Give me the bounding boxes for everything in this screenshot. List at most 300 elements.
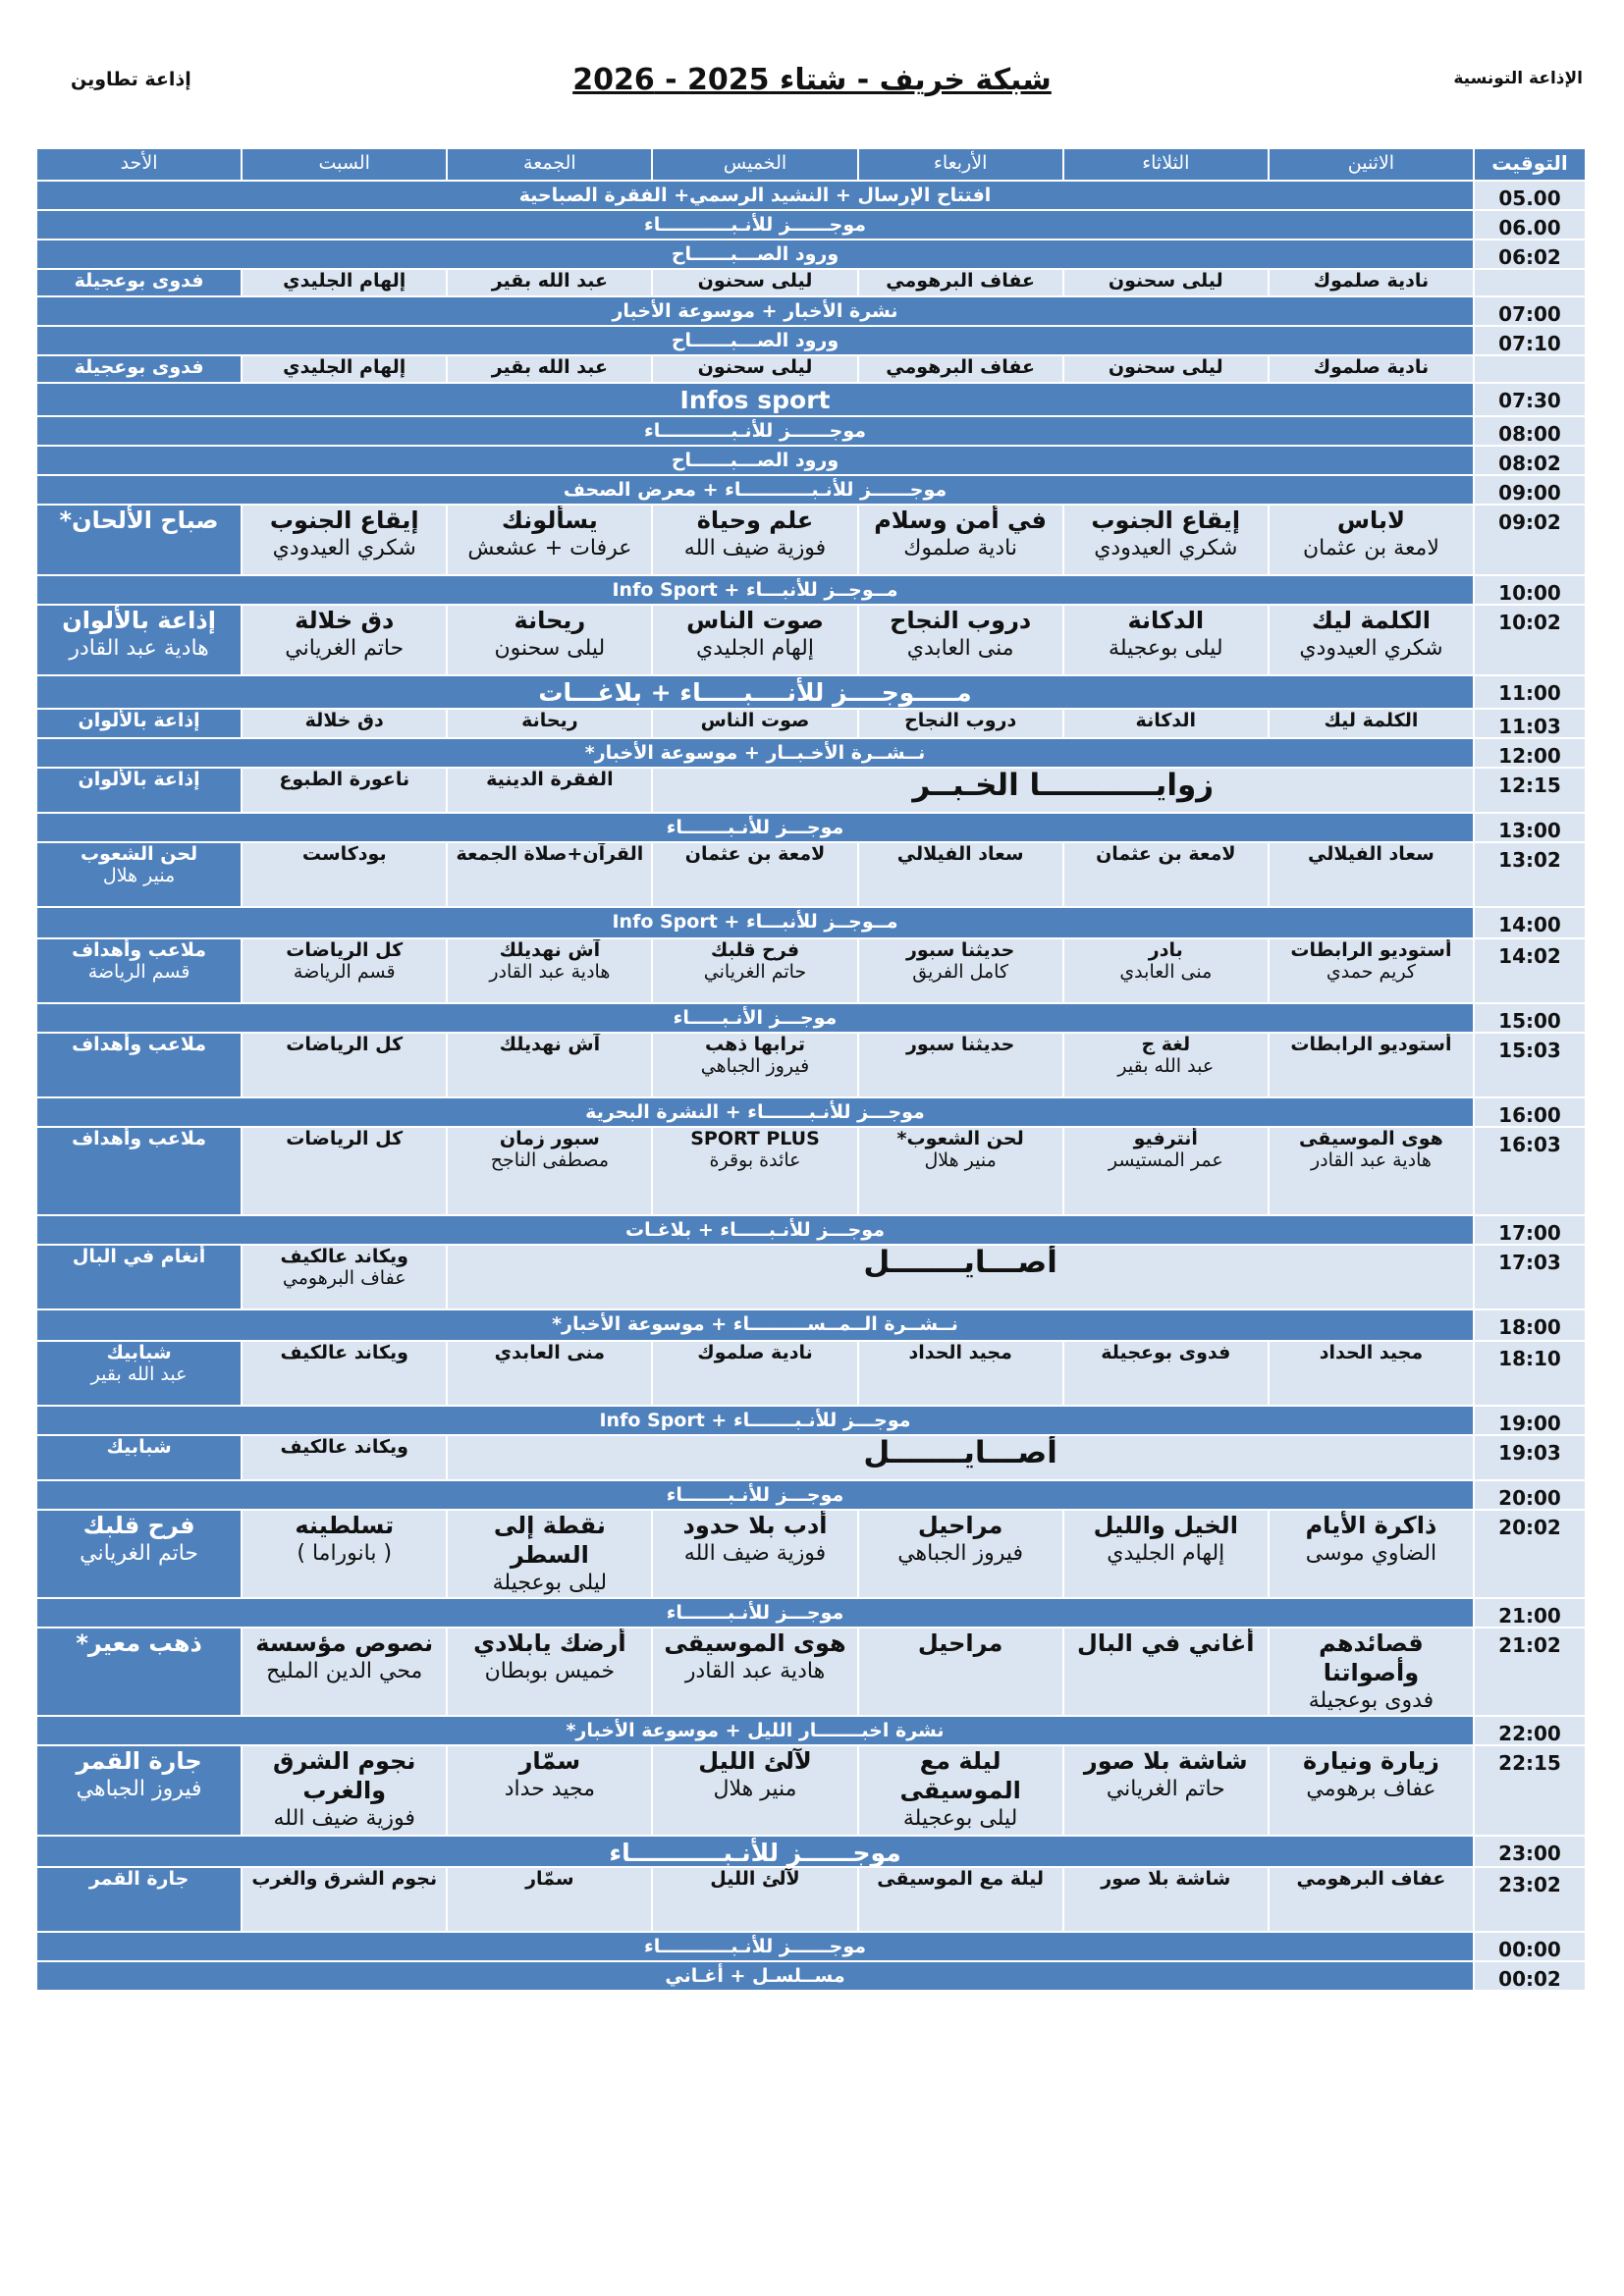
program-host: فوزية ضيف الله xyxy=(273,1806,415,1831)
col-header-wednesday: الأربعاء xyxy=(859,149,1062,180)
program-title: هوى الموسيقى xyxy=(1299,1128,1443,1149)
schedule-row xyxy=(37,1599,1585,1627)
program-cell-saturday xyxy=(243,356,446,382)
program-host: كريم حمدي xyxy=(1326,961,1416,983)
program-host: هادية عبد القادر xyxy=(684,1659,826,1683)
time-slot xyxy=(1475,356,1585,382)
time-slot: 19:03 xyxy=(1475,1436,1585,1479)
schedule-row xyxy=(37,1746,1585,1835)
schedule-row xyxy=(37,843,1585,906)
program-cell-friday xyxy=(448,1629,651,1715)
merged-program: أصـــايـــــــل xyxy=(448,1246,1473,1308)
time-slot: 11:00 xyxy=(1475,676,1585,708)
time-slot: 08:00 xyxy=(1475,417,1585,445)
program-cell-thursday xyxy=(653,1128,856,1214)
program-cell-saturday xyxy=(243,270,446,295)
program-cell-monday xyxy=(1270,1128,1473,1214)
program-cell-saturday xyxy=(243,506,446,574)
program-title: كل الرياضات xyxy=(286,1034,404,1055)
schedule-row xyxy=(37,576,1585,604)
program-cell-wednesday xyxy=(859,606,1062,674)
time-slot: 07:10 xyxy=(1475,327,1585,354)
full-width-program: موجـــز للأنـبـــــاء + بلاغـات xyxy=(37,1216,1473,1244)
program-title: ترابها ذهب xyxy=(705,1034,805,1055)
full-width-program: نــشــرة الأخـبــار + موسوعة الأخبار* xyxy=(37,739,1473,767)
program-title: ليلى سحنون xyxy=(697,356,813,378)
full-width-program: مــوجــز للأنبـــاء + Info Sport xyxy=(37,576,1473,604)
program-title: نادية صلموك xyxy=(697,1342,813,1363)
program-title: دق خلالة xyxy=(295,607,395,634)
program-host: هادية عبد القادر xyxy=(69,636,209,661)
program-host: إلهام الجليدي xyxy=(696,636,814,661)
program-title: كل الرياضات xyxy=(286,939,404,961)
schedule-table xyxy=(35,147,1587,1992)
station-name: إذاعة تطاوين xyxy=(71,69,191,90)
schedule-row xyxy=(37,1511,1585,1597)
program-cell-saturday xyxy=(243,939,446,1002)
time-slot: 17:03 xyxy=(1475,1246,1585,1308)
program-cell-friday xyxy=(448,1342,651,1405)
program-host: إلهام الجليدي xyxy=(1107,1541,1225,1566)
program-cell-thursday xyxy=(653,1342,856,1405)
program-cell-sunday xyxy=(37,1629,241,1715)
program-title: نجوم الشرق والغرب xyxy=(273,1747,416,1804)
program-title: حديثنا سبور xyxy=(905,939,1015,961)
program-title: فرح قلبك xyxy=(82,1512,195,1539)
schedule-row xyxy=(37,327,1585,354)
full-width-program: مــوجــز للأنبـــاء + Info Sport xyxy=(37,908,1473,937)
program-cell-sunday xyxy=(37,769,241,812)
program-cell-saturday xyxy=(243,1511,446,1597)
time-slot: 07:30 xyxy=(1475,384,1585,415)
program-cell-tuesday xyxy=(1064,710,1268,737)
program-title: في أمن وسلام xyxy=(874,507,1048,534)
program-cell-saturday xyxy=(243,769,446,812)
time-slot: 09:02 xyxy=(1475,506,1585,574)
full-width-program: ورود الصـــبــــــاح xyxy=(37,240,1473,268)
program-title: دق خلالة xyxy=(304,710,384,731)
program-title: عبد الله بقير xyxy=(491,356,608,378)
full-width-program: افتتاح الإرسال + النشيد الرسمي+ الفقرة الصباحية xyxy=(37,182,1473,209)
program-title: ويكاند عالكيف xyxy=(280,1436,408,1458)
program-cell-monday xyxy=(1270,606,1473,674)
program-title: مجيد الحداد xyxy=(1319,1342,1424,1363)
program-cell-thursday xyxy=(653,356,856,382)
program-cell-friday xyxy=(448,1511,651,1597)
program-cell-wednesday xyxy=(859,710,1062,737)
program-host: فدوى بوعجيلة xyxy=(1308,1688,1435,1713)
program-title: سعاد الفيلالي xyxy=(1308,843,1435,865)
program-title: لآلئ الليل xyxy=(710,1868,800,1890)
program-cell-thursday xyxy=(653,1511,856,1597)
program-title: فدوى بوعجيلة xyxy=(74,270,204,292)
program-cell-monday xyxy=(1270,506,1473,574)
program-cell-friday xyxy=(448,506,651,574)
program-cell-thursday xyxy=(653,506,856,574)
program-cell-monday xyxy=(1270,1868,1473,1931)
program-cell-friday xyxy=(448,1128,651,1214)
program-title: ليلى سحنون xyxy=(697,270,813,292)
schedule-row xyxy=(37,211,1585,239)
broadcaster-name: الإذاعة التونسية xyxy=(1453,69,1583,88)
program-cell-thursday xyxy=(653,843,856,906)
program-cell-tuesday xyxy=(1064,939,1268,1002)
schedule-row xyxy=(37,814,1585,841)
program-title: الكلمة ليك xyxy=(1311,607,1431,634)
program-title: إلهام الجليدي xyxy=(283,270,406,292)
program-cell-wednesday xyxy=(859,1746,1062,1835)
program-host: عبد الله بقير xyxy=(1117,1055,1215,1077)
full-width-program: ورود الصـــبــــــاح xyxy=(37,327,1473,354)
program-title: دروب النجاح xyxy=(890,607,1032,634)
program-title: ليلى سحنون xyxy=(1108,356,1223,378)
program-title: SPORT PLUS xyxy=(690,1128,820,1149)
col-header-thursday: الخميس xyxy=(653,149,856,180)
program-host: فيروز الجباهي xyxy=(897,1541,1024,1566)
program-cell-friday xyxy=(448,1746,651,1835)
schedule-row xyxy=(37,1837,1585,1866)
schedule-row xyxy=(37,939,1585,1002)
program-host: محي الدين المليح xyxy=(266,1659,423,1683)
program-title: أنترفيو xyxy=(1133,1128,1198,1149)
program-host: فيروز الجباهي xyxy=(700,1055,810,1077)
time-slot: 22:00 xyxy=(1475,1717,1585,1744)
program-title: صوت الناس xyxy=(686,607,824,634)
program-title: سمّار xyxy=(518,1747,581,1775)
schedule-row xyxy=(37,1128,1585,1214)
program-title: لآلئ الليل xyxy=(698,1747,812,1775)
program-host: منير هلال xyxy=(713,1777,797,1801)
full-width-program: موجـــز للأنـبـــــــاء xyxy=(37,1481,1473,1509)
program-host: ليلى بوعجيلة xyxy=(1109,636,1223,661)
schedule-row xyxy=(37,908,1585,937)
program-title: سبور زمان xyxy=(499,1128,600,1149)
program-cell-saturday xyxy=(243,1436,446,1479)
program-title: صباح الألحان* xyxy=(59,507,219,534)
program-title: فدوى بوعجيلة xyxy=(74,356,204,378)
program-host: حاتم الغرياني xyxy=(80,1541,199,1566)
time-slot: 12:00 xyxy=(1475,739,1585,767)
program-title: عفاف البرهومي xyxy=(886,356,1036,378)
program-cell-tuesday xyxy=(1064,1746,1268,1835)
schedule-row xyxy=(37,1868,1585,1931)
schedule-row xyxy=(37,739,1585,767)
program-title: ملاعب وأهداف xyxy=(72,1034,207,1055)
program-cell-thursday xyxy=(653,710,856,737)
full-width-program: مـــــوجــــز للأنــــبـــــاء + بلاغـــات xyxy=(37,676,1473,708)
program-cell-saturday xyxy=(243,710,446,737)
program-host: عبد الله بقير xyxy=(90,1363,188,1385)
time-slot: 13:00 xyxy=(1475,814,1585,841)
program-title: ليلة مع الموسيقى xyxy=(899,1747,1021,1804)
program-title: ليلى سحنون xyxy=(1108,270,1223,292)
program-cell-sunday xyxy=(37,1246,241,1308)
program-title: منى العابدي xyxy=(494,1342,606,1363)
program-cell-saturday xyxy=(243,1034,446,1096)
schedule-row xyxy=(37,710,1585,737)
time-slot: 16:03 xyxy=(1475,1128,1585,1214)
schedule-row xyxy=(37,240,1585,268)
schedule-body xyxy=(37,149,1585,1990)
program-cell-thursday xyxy=(653,606,856,674)
program-cell-wednesday xyxy=(859,939,1062,1002)
program-cell-tuesday xyxy=(1064,1342,1268,1405)
full-width-program: موجــــــز للأنـبـــــــــــاء xyxy=(37,211,1473,239)
program-title: ناعورة الطبوع xyxy=(279,769,410,790)
schedule-row xyxy=(37,447,1585,474)
program-title: لغة ج xyxy=(1141,1034,1191,1055)
program-cell-monday xyxy=(1270,1342,1473,1405)
program-title: نادية صلموك xyxy=(1313,270,1430,292)
program-cell-monday xyxy=(1270,843,1473,906)
program-cell-sunday xyxy=(37,1511,241,1597)
program-cell-tuesday xyxy=(1064,1868,1268,1931)
program-cell-sunday xyxy=(37,1436,241,1479)
time-slot: 06.00 xyxy=(1475,211,1585,239)
program-cell-friday xyxy=(448,270,651,295)
program-title: جارة القمر xyxy=(88,1868,189,1890)
time-slot: 17:00 xyxy=(1475,1216,1585,1244)
program-title: تسلطينه xyxy=(295,1512,395,1539)
program-host: كامل الفريق xyxy=(912,961,1009,983)
program-cell-wednesday xyxy=(859,1342,1062,1405)
program-title: أنغام في البال xyxy=(72,1246,206,1267)
program-title: ليلة مع الموسيقى xyxy=(877,1868,1045,1890)
merged-program: أصـــايـــــــل xyxy=(448,1436,1473,1479)
time-slot: 23:00 xyxy=(1475,1837,1585,1866)
page-title: شبكة خريف - شتاء 2025 - 2026 xyxy=(572,63,1052,97)
time-slot: 05.00 xyxy=(1475,182,1585,209)
program-cell-sunday xyxy=(37,1746,241,1835)
program-cell-thursday xyxy=(653,1746,856,1835)
schedule-row xyxy=(37,1629,1585,1715)
time-slot: 12:15 xyxy=(1475,769,1585,812)
program-host: شكري العيدودي xyxy=(1094,536,1238,561)
program-title: عبد الله بقير xyxy=(491,270,608,292)
program-title: ويكاند عالكيف xyxy=(280,1342,408,1363)
schedule-row xyxy=(37,1436,1585,1479)
program-host: مصطفى الناجح xyxy=(490,1149,610,1171)
program-cell-sunday xyxy=(37,506,241,574)
program-host: ليلى بوعجيلة xyxy=(492,1571,608,1595)
program-cell-monday xyxy=(1270,1511,1473,1597)
col-header-tuesday: الثلاثاء xyxy=(1064,149,1268,180)
schedule-row xyxy=(37,1962,1585,1990)
program-title: لامعة بن عثمان xyxy=(1096,843,1236,865)
schedule-row xyxy=(37,1216,1585,1244)
full-width-program: موجــــــز للأنـبـــــــــــاء xyxy=(37,1933,1473,1960)
time-slot: 14:02 xyxy=(1475,939,1585,1002)
col-header-saturday: السبت xyxy=(243,149,446,180)
time-slot: 18:10 xyxy=(1475,1342,1585,1405)
program-title: زيارة ونيارة xyxy=(1302,1747,1439,1775)
program-cell-thursday xyxy=(653,1868,856,1931)
program-title: لحن الشعوب xyxy=(80,843,198,865)
program-title: سعاد الفيلالي xyxy=(896,843,1024,865)
program-cell-wednesday xyxy=(859,1868,1062,1931)
program-cell-monday xyxy=(1270,939,1473,1002)
program-host: ليلى بوعجيلة xyxy=(902,1806,1018,1831)
program-cell-tuesday xyxy=(1064,506,1268,574)
program-cell-tuesday xyxy=(1064,1128,1268,1214)
time-slot: 09:00 xyxy=(1475,476,1585,504)
program-cell-sunday xyxy=(37,270,241,295)
program-title: فدوى بوعجيلة xyxy=(1101,1342,1231,1363)
program-cell-thursday xyxy=(653,270,856,295)
program-cell-wednesday xyxy=(859,506,1062,574)
program-title: قصائدهم وأصواتنا xyxy=(1319,1629,1424,1686)
program-title: هوى الموسيقى xyxy=(664,1629,846,1657)
program-title: ذهب معير* xyxy=(76,1629,202,1657)
program-title: يسألونك xyxy=(501,507,598,534)
schedule-row xyxy=(37,1004,1585,1032)
time-slot: 07:00 xyxy=(1475,297,1585,325)
program-host: منى العابدي xyxy=(1119,961,1213,983)
program-cell-saturday xyxy=(243,843,446,906)
schedule-row xyxy=(37,1717,1585,1744)
program-title: عفاف البرهومي xyxy=(886,270,1036,292)
full-width-program: موجــــــز للأنـبـــــــــــاء + معرض الصحف xyxy=(37,476,1473,504)
time-slot: 20:00 xyxy=(1475,1481,1585,1509)
program-host: عرفات + عشعش xyxy=(467,536,632,561)
time-slot: 15:03 xyxy=(1475,1034,1585,1096)
program-cell-monday xyxy=(1270,356,1473,382)
program-title: أستوديو الرابطات xyxy=(1290,1034,1452,1055)
program-cell-friday xyxy=(448,843,651,906)
program-title: سمّار xyxy=(525,1868,574,1890)
program-cell-saturday xyxy=(243,1746,446,1835)
time-slot: 21:00 xyxy=(1475,1599,1585,1627)
program-host: حاتم الغرياني xyxy=(285,636,405,661)
program-title: أدب بلا حدود xyxy=(682,1512,828,1539)
time-slot: 00:00 xyxy=(1475,1933,1585,1960)
program-title: صوت الناس xyxy=(700,710,810,731)
schedule-row xyxy=(37,1342,1585,1405)
program-host: ( بانوراما ) xyxy=(297,1541,393,1566)
program-title: آش نهديلك xyxy=(499,939,601,961)
program-cell-friday xyxy=(448,1034,651,1096)
program-cell-wednesday xyxy=(859,1629,1062,1715)
program-title: الكلمة ليك xyxy=(1324,710,1419,731)
schedule-row xyxy=(37,356,1585,382)
full-width-program: نــشــرة الــمــســـــــــاء + موسوعة الأخبار* xyxy=(37,1310,1473,1340)
program-cell-wednesday xyxy=(859,270,1062,295)
schedule-row xyxy=(37,506,1585,574)
program-title: نادية صلموك xyxy=(1313,356,1430,378)
program-title: الخيل والليل xyxy=(1093,1512,1238,1539)
schedule-row xyxy=(37,297,1585,325)
program-cell-tuesday xyxy=(1064,356,1268,382)
program-cell-friday xyxy=(448,606,651,674)
program-host: شكري العيدودي xyxy=(272,536,416,561)
program-cell-sunday xyxy=(37,606,241,674)
schedule-row xyxy=(37,1933,1585,1960)
program-title: ريحانة xyxy=(514,607,586,634)
time-slot: 19:00 xyxy=(1475,1407,1585,1434)
program-title: إذاعة بالألوان xyxy=(62,607,216,634)
program-title: عفاف البرهومي xyxy=(1296,1868,1446,1890)
program-cell-tuesday xyxy=(1064,1511,1268,1597)
full-width-program: Infos sport xyxy=(37,384,1473,415)
col-header-monday: الاثنين xyxy=(1270,149,1473,180)
program-cell-sunday xyxy=(37,843,241,906)
program-cell-wednesday xyxy=(859,356,1062,382)
program-host: الضاوي موسى xyxy=(1305,1541,1437,1566)
program-cell-sunday xyxy=(37,1342,241,1405)
program-host: قسم الرياضة xyxy=(293,961,396,983)
program-title: إيقاع الجنوب xyxy=(269,507,419,534)
program-title: مراحيل xyxy=(917,1512,1003,1539)
full-width-program: نشرة الأخبار + موسوعة الأخبار xyxy=(37,297,1473,325)
program-cell-sunday xyxy=(37,356,241,382)
program-host: عائدة بوقرة xyxy=(709,1149,801,1171)
program-cell-thursday xyxy=(653,1629,856,1715)
program-cell-sunday xyxy=(37,1128,241,1214)
program-title: فرح قلبك xyxy=(710,939,800,961)
program-cell-friday xyxy=(448,1868,651,1931)
program-title: جارة القمر xyxy=(76,1747,202,1775)
program-cell-saturday xyxy=(243,1868,446,1931)
program-cell-saturday xyxy=(243,1246,446,1308)
full-width-program: موجـــز للأنـبـــــــاء + Info Sport xyxy=(37,1407,1473,1434)
program-title: آش نهديلك xyxy=(499,1034,601,1055)
program-title: إذاعة بالألوان xyxy=(78,710,200,731)
time-slot: 10:02 xyxy=(1475,606,1585,674)
program-cell-tuesday xyxy=(1064,270,1268,295)
program-cell-sunday xyxy=(37,1868,241,1931)
program-cell-monday xyxy=(1270,1034,1473,1096)
program-title: لحن الشعوب* xyxy=(896,1128,1024,1149)
program-title: أستوديو الرابطات xyxy=(1290,939,1452,961)
program-title: إذاعة بالألوان xyxy=(78,769,200,790)
schedule-row xyxy=(37,1098,1585,1126)
program-title: لاباس xyxy=(1336,507,1405,534)
program-cell-tuesday xyxy=(1064,1034,1268,1096)
time-slot: 22:15 xyxy=(1475,1746,1585,1835)
program-host: عفاف برهومي xyxy=(1306,1777,1436,1801)
full-width-program: موجــــــز للأنـبـــــــــــاء xyxy=(37,1837,1473,1866)
time-slot: 08:02 xyxy=(1475,447,1585,474)
program-cell-thursday xyxy=(653,939,856,1002)
program-title: علم وحياة xyxy=(696,507,814,534)
program-title: أرضك يابلادي xyxy=(473,1629,626,1657)
program-host: عمر المستيسر xyxy=(1108,1149,1223,1171)
program-host: خميس بوبطان xyxy=(484,1659,616,1683)
program-cell-saturday xyxy=(243,1629,446,1715)
program-title: نقطة إلى السطر xyxy=(493,1512,606,1569)
program-title: شاشة بلا صور xyxy=(1101,1868,1231,1890)
schedule-row xyxy=(37,1246,1585,1308)
program-host: هادية عبد القادر xyxy=(489,961,611,983)
schedule-row xyxy=(37,606,1585,674)
time-slot: 18:00 xyxy=(1475,1310,1585,1340)
program-cell-tuesday xyxy=(1064,1629,1268,1715)
full-width-program: موجـــز للأنـبـــــــاء + النشرة البحرية xyxy=(37,1098,1473,1126)
program-cell-monday xyxy=(1270,270,1473,295)
day-header-row xyxy=(37,149,1585,180)
program-title: شاشة بلا صور xyxy=(1083,1747,1248,1775)
col-header-friday: الجمعة xyxy=(448,149,651,180)
program-title: ريحانة xyxy=(521,710,578,731)
program-title: ذاكرة الأيام xyxy=(1305,1512,1437,1539)
program-title: أغاني في البال xyxy=(1077,1629,1255,1657)
program-cell-tuesday xyxy=(1064,843,1268,906)
program-cell-friday xyxy=(448,356,651,382)
program-host: شكري العيدودي xyxy=(1299,636,1443,661)
schedule-row xyxy=(37,769,1585,812)
time-slot: 14:00 xyxy=(1475,908,1585,937)
full-width-program: نشرة اخبـــــــار الليل + موسوعة الأخبار* xyxy=(37,1717,1473,1744)
